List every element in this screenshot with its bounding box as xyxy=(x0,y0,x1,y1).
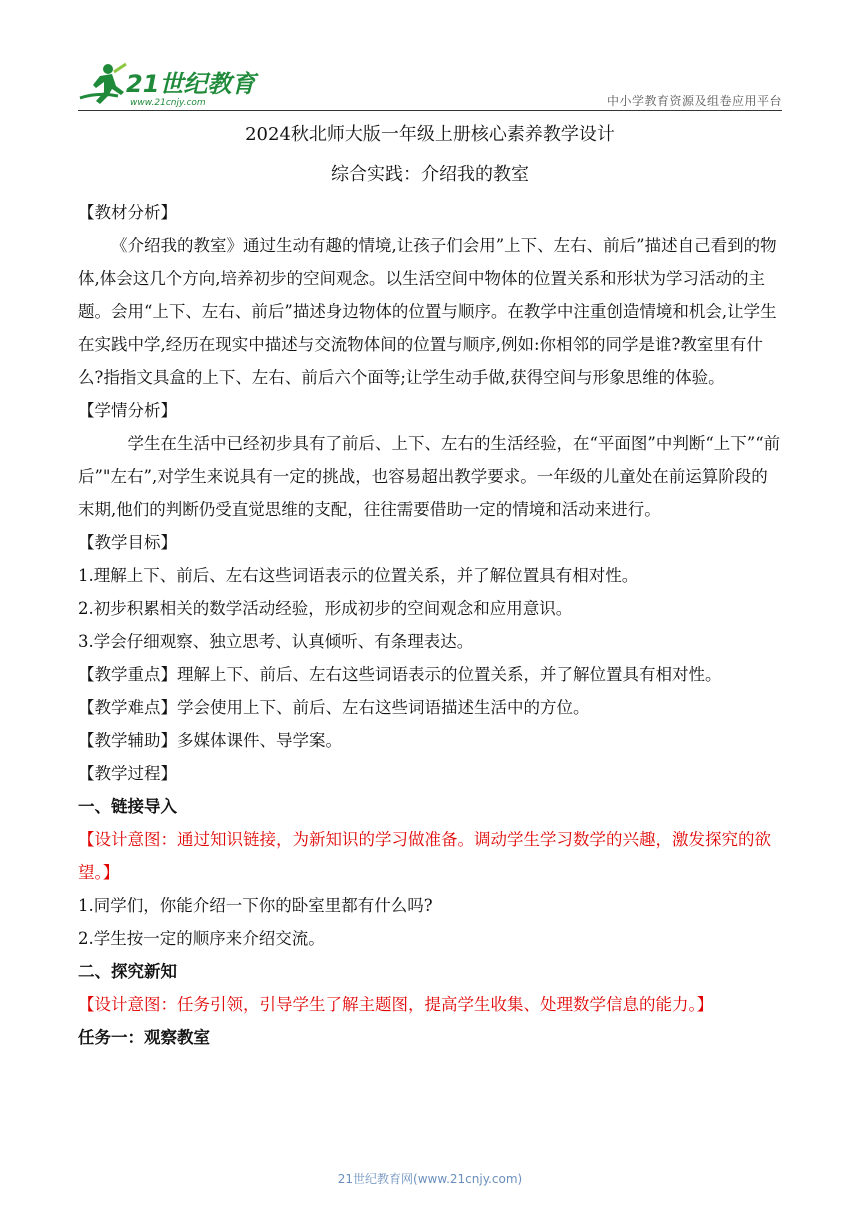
platform-tagline: 中小学教育资源及组卷应用平台 xyxy=(606,94,782,108)
heading-student-analysis: 【学情分析】 xyxy=(78,401,177,420)
section-heading-explore: 二、探究新知 xyxy=(78,962,177,981)
document-body xyxy=(78,118,782,1054)
document-title: 2024秋北师大版一年级上册核心素养教学设计 xyxy=(245,124,615,145)
student-analysis-paragraph: 学生在生活中已经初步具有了前后、上下、左右的生活经验，在“平面图”中判断“上下”“前后”"左右”,对学生来说具有一定的挑战，也容易超出教学要求。一年级的儿童处在前运算阶段的末期,他们的判断仍受直觉思维的支配，往往需要借助一定的情境和活动来进行。 xyxy=(78,434,781,519)
document-subtitle: 综合实践：介绍我的教室 xyxy=(331,164,529,185)
design-intent-lead-in: 【设计意图：通过知识链接，为新知识的学习做准备。调动学生学习数学的兴趣，激发探究的欲望。】 xyxy=(78,830,771,882)
goal-item: 1.理解上下、前后、左右这些词语表示的位置关系，并了解位置具有相对性。 xyxy=(78,566,639,585)
runner-logo-icon xyxy=(78,58,268,108)
lead-in-item: 1.同学们，你能介绍一下你的卧室里都有什么吗? xyxy=(78,896,433,915)
logo-url: www.21cnjy.com xyxy=(130,98,206,108)
logo-text: 21世纪教育 xyxy=(126,70,256,98)
material-analysis-paragraph: 《介绍我的教室》通过生动有趣的情境,让孩子们会用”上下、左右、前后”描述自己看到的物体,体会这几个方向,培养初步的空间观念。以生活空间中物体的位置关系和形状为学习活动的主题。会用“上下、左右、前后”描述身边物体的位置与顺序。在教学中注重创造情境和机会,让学生在实践中学,经历在现实中描述与交流物体间的位置与顺序,例如:你相邻的同学是谁?教室里有什么?指指文具盒的上下、左右、前后六个面等;让学生动手做,获得空间与形象思维的体验。 xyxy=(78,236,777,387)
teaching-difficulty: 【教学难点】学会使用上下、前后、左右这些词语描述生活中的方位。 xyxy=(78,698,590,717)
lead-in-item: 2.学生按一定的顺序来介绍交流。 xyxy=(78,929,325,948)
goal-item: 2.初步积累相关的数学活动经验，形成初步的空间观念和应用意识。 xyxy=(78,599,573,618)
heading-material-analysis: 【教材分析】 xyxy=(78,203,177,222)
teaching-key-point: 【教学重点】理解上下、前后、左右这些词语表示的位置关系，并了解位置具有相对性。 xyxy=(78,665,722,684)
design-intent-explore: 【设计意图：任务引领，引导学生了解主题图，提高学生收集、处理数学信息的能力。】 xyxy=(78,995,714,1014)
page-footer[interactable]: 21世纪教育网(www.21cnjy.com) xyxy=(337,1172,523,1186)
page-header xyxy=(78,58,782,112)
header-divider xyxy=(78,110,782,111)
heading-teaching-process: 【教学过程】 xyxy=(78,764,177,783)
site-logo[interactable] xyxy=(78,58,268,108)
heading-teaching-goals: 【教学目标】 xyxy=(78,533,177,552)
goal-item: 3.学会仔细观察、独立思考、认真倾听、有条理表达。 xyxy=(78,632,474,651)
task-heading: 任务一：观察教室 xyxy=(78,1028,210,1047)
teaching-aids: 【教学辅助】多媒体课件、导学案。 xyxy=(78,731,342,750)
section-heading-lead-in: 一、链接导入 xyxy=(78,797,177,816)
